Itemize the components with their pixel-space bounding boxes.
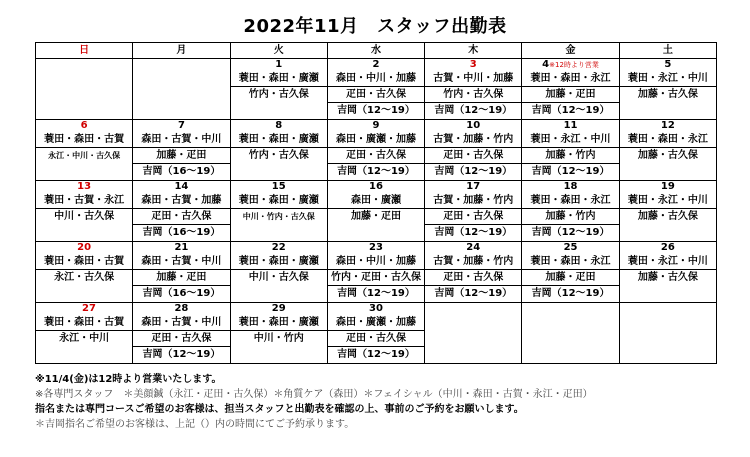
day-number xyxy=(36,120,132,132)
staff-line: 吉岡（12～19） xyxy=(531,166,610,177)
day-cell xyxy=(36,120,133,181)
week-row xyxy=(36,181,717,242)
day-number xyxy=(425,242,521,254)
day-number-text: 24 xyxy=(466,242,481,253)
day-number xyxy=(522,181,618,193)
day-number xyxy=(522,303,618,315)
day-number-text: 13 xyxy=(77,181,92,192)
day-cell xyxy=(425,59,522,120)
staff-line: 疋田・古久保 xyxy=(425,270,521,286)
staff-line: 加藤・古久保 xyxy=(637,211,698,222)
weekday-header: 木 xyxy=(425,43,522,59)
staff-line: 加藤・古久保 xyxy=(637,150,698,161)
note-line: ※11/4(金)は12時より営業いたします。 xyxy=(35,374,222,385)
day-number xyxy=(231,303,327,315)
staff-line: 疋田・古久保 xyxy=(425,209,521,225)
day-number-text: 27 xyxy=(82,303,96,314)
weekday-header: 土 xyxy=(619,43,716,59)
staff-line: 蓑田・森田・古賀 xyxy=(36,132,132,148)
day-number xyxy=(620,242,716,254)
week-row xyxy=(36,303,717,364)
staff-line: 森田・廣瀬・加藤 xyxy=(328,132,424,148)
staff-line: 吉岡（12～19） xyxy=(337,166,415,177)
day-note: ※12時より営業 xyxy=(549,61,599,69)
week-row xyxy=(36,120,717,181)
day-cell xyxy=(133,59,230,120)
day-number-text: 16 xyxy=(369,181,383,192)
staff-line: 古賀・加藤・竹内 xyxy=(425,254,521,270)
weekday-header: 火 xyxy=(230,43,327,59)
day-cell xyxy=(230,303,327,364)
staff-line: 蓑田・永江・中川 xyxy=(620,193,716,209)
day-number xyxy=(36,242,132,254)
staff-line: 疋田・古久保 xyxy=(328,331,424,347)
staff-line: 加藤・竹内 xyxy=(522,148,618,164)
day-cell xyxy=(133,303,230,364)
page-title: 2022年11月 スタッフ出勤表 xyxy=(243,16,507,37)
day-cell xyxy=(230,242,327,303)
day-number-text: 29 xyxy=(271,303,286,314)
staff-line: 森田・古賀・中川 xyxy=(133,254,229,270)
staff-line: 蓑田・森田・永江 xyxy=(522,193,618,209)
day-number-text: 21 xyxy=(174,242,189,253)
day-number-text: 23 xyxy=(369,242,383,253)
day-cell xyxy=(522,181,619,242)
day-number xyxy=(328,120,424,132)
day-cell xyxy=(133,181,230,242)
day-number xyxy=(133,181,229,193)
day-cell xyxy=(230,120,327,181)
staff-line: 竹内・古久保 xyxy=(248,89,309,100)
day-number xyxy=(620,303,716,315)
weekday-header: 日 xyxy=(36,43,133,59)
day-cell xyxy=(36,242,133,303)
day-cell xyxy=(133,120,230,181)
day-number-text: 20 xyxy=(77,242,92,253)
day-number xyxy=(522,59,618,71)
staff-line: 吉岡（16～19） xyxy=(142,166,221,177)
staff-line: 蓑田・森田・廣瀬 xyxy=(231,315,327,331)
day-number xyxy=(36,181,132,193)
day-number xyxy=(231,181,327,193)
day-number-text: 5 xyxy=(664,59,672,70)
staff-line: 蓑田・森田・古賀 xyxy=(36,254,132,270)
staff-line: 疋田・古久保 xyxy=(425,148,521,164)
day-number-text: 26 xyxy=(660,242,675,253)
day-number xyxy=(36,303,132,315)
staff-line: 竹内・古久保 xyxy=(425,87,521,103)
staff-line: 森田・中川・加藤 xyxy=(328,254,424,270)
weekday-header: 金 xyxy=(522,43,619,59)
staff-line: 永江・中川・古久保 xyxy=(48,151,121,160)
day-number-text: 7 xyxy=(177,120,185,131)
staff-line: 吉岡（12～19） xyxy=(142,349,221,360)
staff-line: 森田・廣瀬・加藤 xyxy=(328,315,424,331)
note-line: ＊吉岡指名ご希望のお客様は、上記（）内の時間にてご予約承ります。 xyxy=(35,419,355,430)
day-number-text: 25 xyxy=(563,242,578,253)
day-cell xyxy=(619,242,716,303)
notes xyxy=(35,372,735,432)
day-number-text: 14 xyxy=(174,181,189,192)
day-number-text: 19 xyxy=(660,181,675,192)
staff-line: 蓑田・森田・永江 xyxy=(522,71,618,87)
staff-line: 中川・竹内 xyxy=(253,333,304,344)
staff-line: 竹内・古久保 xyxy=(248,150,309,161)
note-line: ※各専門スタッフ ＊美顔鍼（永江・疋田・古久保）＊角質ケア（森田）＊フェイシャル（中川・森田・古賀・永江・疋田） xyxy=(35,389,593,400)
staff-line: 蓑田・森田・廣瀬 xyxy=(231,254,327,270)
staff-line: 蓑田・森田・廣瀬 xyxy=(231,132,327,148)
staff-line: 中川・古久保 xyxy=(54,211,115,222)
day-number xyxy=(425,59,521,71)
day-number xyxy=(36,59,132,71)
staff-line: 加藤・疋田 xyxy=(350,211,401,222)
staff-line: 加藤・古久保 xyxy=(637,89,698,100)
day-cell xyxy=(230,181,327,242)
day-cell xyxy=(619,303,716,364)
staff-line: 森田・廣瀬 xyxy=(328,193,424,209)
day-cell xyxy=(522,59,619,120)
day-cell xyxy=(522,120,619,181)
staff-line: 古賀・加藤・竹内 xyxy=(425,132,521,148)
day-cell xyxy=(133,242,230,303)
day-cell xyxy=(36,181,133,242)
staff-line: 加藤・古久保 xyxy=(637,272,698,283)
day-number-text: 1 xyxy=(275,59,283,70)
day-number-text: 8 xyxy=(275,120,283,131)
staff-line: 加藤・竹内 xyxy=(522,209,618,225)
day-number-text: 22 xyxy=(271,242,286,253)
day-number xyxy=(328,59,424,71)
staff-line: 永江・古久保 xyxy=(54,272,115,283)
staff-line: 蓑田・永江・中川 xyxy=(620,254,716,270)
staff-line: 加藤・疋田 xyxy=(133,270,229,286)
day-cell xyxy=(327,303,424,364)
staff-line: 蓑田・古賀・永江 xyxy=(36,193,132,209)
day-number-text: 30 xyxy=(369,303,383,314)
day-cell xyxy=(327,242,424,303)
staff-line: 吉岡（12～19） xyxy=(531,105,610,116)
staff-line: 竹内・疋田・古久保 xyxy=(328,270,424,286)
week-row xyxy=(36,59,717,120)
day-number xyxy=(522,242,618,254)
staff-line: 吉岡（12～19） xyxy=(337,349,415,360)
day-number-text: 15 xyxy=(271,181,286,192)
day-number-text: 11 xyxy=(563,120,578,131)
staff-line: 吉岡（16～19） xyxy=(142,288,221,299)
staff-line: 吉岡（12～19） xyxy=(337,288,415,299)
schedule-table xyxy=(35,42,717,364)
staff-line: 吉岡（12～19） xyxy=(337,105,415,116)
day-number xyxy=(133,120,229,132)
staff-line: 吉岡（12～19） xyxy=(531,227,610,238)
day-number-text: 4 xyxy=(542,59,550,70)
day-cell xyxy=(522,242,619,303)
day-number xyxy=(133,59,229,71)
day-number-text: 3 xyxy=(469,59,477,70)
day-number-text: 9 xyxy=(372,120,380,131)
day-number-text: 2 xyxy=(372,59,380,70)
day-cell xyxy=(36,303,133,364)
staff-line: 森田・古賀・中川 xyxy=(133,132,229,148)
staff-line: 永江・中川 xyxy=(59,333,110,344)
day-number xyxy=(231,59,327,71)
staff-line: 吉岡（12～19） xyxy=(434,288,513,299)
day-number xyxy=(133,303,229,315)
day-number xyxy=(620,59,716,71)
staff-line: 疋田・古久保 xyxy=(133,331,229,347)
staff-line: 蓑田・森田・永江 xyxy=(620,132,716,148)
day-cell xyxy=(425,303,522,364)
day-cell xyxy=(230,59,327,120)
day-number xyxy=(620,120,716,132)
staff-line: 森田・中川・加藤 xyxy=(328,71,424,87)
day-cell xyxy=(619,181,716,242)
day-number xyxy=(231,120,327,132)
day-number xyxy=(328,242,424,254)
staff-line: 吉岡（12～19） xyxy=(434,227,513,238)
staff-line: 蓑田・永江・中川 xyxy=(620,71,716,87)
day-cell xyxy=(619,59,716,120)
staff-line: 疋田・古久保 xyxy=(328,87,424,103)
staff-line: 蓑田・森田・廣瀬 xyxy=(231,71,327,87)
day-number-text: 18 xyxy=(563,181,578,192)
day-number-text: 17 xyxy=(466,181,481,192)
staff-line: 中川・古久保 xyxy=(248,272,309,283)
day-number xyxy=(425,181,521,193)
weekday-header: 月 xyxy=(133,43,230,59)
staff-line: 古賀・加藤・竹内 xyxy=(425,193,521,209)
staff-line: 吉岡（16～19） xyxy=(142,227,221,238)
staff-line: 吉岡（12～19） xyxy=(434,105,513,116)
calendar-body xyxy=(36,59,717,364)
staff-line: 蓑田・森田・永江 xyxy=(522,254,618,270)
staff-line: 加藤・疋田 xyxy=(133,148,229,164)
staff-line: 森田・古賀・中川 xyxy=(133,315,229,331)
day-number xyxy=(328,303,424,315)
staff-line: 疋田・古久保 xyxy=(133,209,229,225)
day-number-text: 28 xyxy=(174,303,189,314)
day-number xyxy=(425,303,521,315)
day-number xyxy=(328,181,424,193)
day-cell xyxy=(327,120,424,181)
day-number-text: 12 xyxy=(660,120,675,131)
staff-line: 疋田・古久保 xyxy=(328,148,424,164)
weekday-header-row xyxy=(36,43,717,59)
weekday-header: 水 xyxy=(327,43,424,59)
staff-line: 古賀・中川・加藤 xyxy=(425,71,521,87)
day-cell xyxy=(425,181,522,242)
staff-line: 森田・古賀・加藤 xyxy=(133,193,229,209)
staff-line: 蓑田・森田・古賀 xyxy=(36,315,132,331)
day-cell xyxy=(425,242,522,303)
staff-line: 中川・竹内・古久保 xyxy=(242,212,315,221)
week-row xyxy=(36,242,717,303)
day-number xyxy=(620,181,716,193)
day-cell xyxy=(619,120,716,181)
staff-line: 加藤・疋田 xyxy=(522,87,618,103)
day-number xyxy=(133,242,229,254)
staff-line: 蓑田・永江・中川 xyxy=(522,132,618,148)
staff-line: 蓑田・森田・廣瀬 xyxy=(231,193,327,209)
staff-line: 吉岡（12～19） xyxy=(531,288,610,299)
day-cell xyxy=(425,120,522,181)
day-number xyxy=(522,120,618,132)
day-number-text: 10 xyxy=(466,120,481,131)
staff-line: 加藤・疋田 xyxy=(522,270,618,286)
day-cell xyxy=(327,181,424,242)
day-cell xyxy=(327,59,424,120)
day-cell xyxy=(36,59,133,120)
note-line: 指名または専門コースご希望のお客様は、担当スタッフと出勤表を確認の上、事前のご予約をお願いします。 xyxy=(35,404,524,415)
day-number xyxy=(425,120,521,132)
staff-line: 吉岡（12～19） xyxy=(434,166,513,177)
day-number xyxy=(231,242,327,254)
day-cell xyxy=(522,303,619,364)
day-number-text: 6 xyxy=(80,120,88,131)
